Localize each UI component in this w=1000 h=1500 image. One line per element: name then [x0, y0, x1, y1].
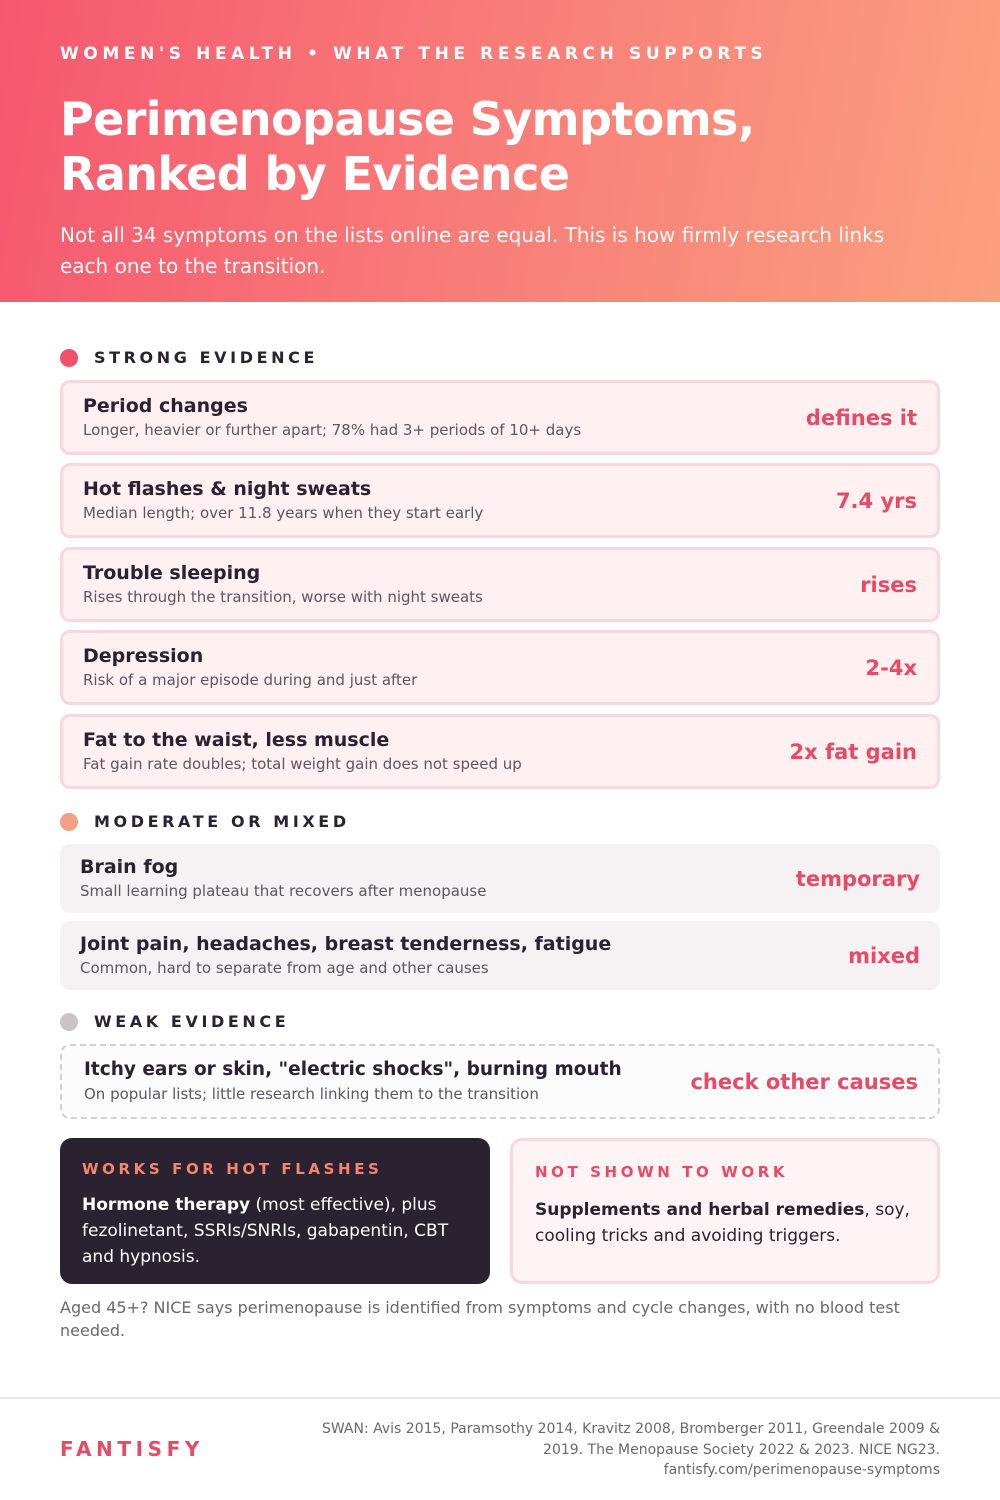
strong-item-depression: [60, 630, 940, 705]
strong-dot-icon: [60, 349, 78, 367]
title-line-1: Perimenopause Symptoms,: [60, 92, 755, 146]
item-title: Itchy ears or skin, "electric shocks", burning mouth: [84, 1059, 622, 1080]
item-desc: Risk of a major episode during and just after: [83, 671, 418, 689]
strong-item-hot-flashes: [60, 463, 940, 538]
item-desc: Small learning plateau that recovers after menopause: [80, 882, 487, 900]
section-strong-header: [60, 348, 318, 367]
strong-item-trouble-sleeping: [60, 547, 940, 622]
item-desc: On popular lists; little research linking them to the transition: [84, 1085, 539, 1103]
sources-line-2: 2019. The Menopause Society 2022 & 2023. NICE NG23.: [543, 1441, 940, 1458]
section-strong-label: STRONG EVIDENCE: [94, 348, 318, 367]
works-box-label: WORKS FOR HOT FLASHES: [82, 1160, 383, 1178]
item-title: Fat to the waist, less muscle: [83, 729, 390, 751]
item-value: 2-4x: [865, 655, 917, 680]
hero-banner: [0, 0, 1000, 302]
item-desc: Rises through the transition, worse with night sweats: [83, 588, 483, 606]
item-title: Period changes: [83, 395, 248, 417]
not-shown-box-rest: , soy, cooling tricks and avoiding triggers.: [535, 1200, 910, 1246]
page-title: [60, 92, 940, 202]
strong-item-fat-to-waist: [60, 714, 940, 789]
not-shown-box-body: [535, 1197, 915, 1249]
item-desc: Fat gain rate doubles; total weight gain does not speed up: [83, 755, 522, 773]
not-shown-to-work-box: [510, 1138, 940, 1284]
weak-item-itchy-ears: [60, 1044, 940, 1119]
item-value: mixed: [848, 943, 920, 968]
item-value: temporary: [795, 866, 920, 891]
item-value: check other causes: [690, 1069, 918, 1094]
works-for-hot-flashes-box: [60, 1138, 490, 1284]
item-title: Joint pain, headaches, breast tenderness, fatigue: [80, 933, 612, 955]
brand-logo: FANTISFY: [60, 1437, 205, 1461]
works-box-rest: (most effective), plus fezolinetant, SSRIs/SNRIs, gabapentin, CBT and hypnosis.: [82, 1195, 449, 1267]
not-shown-box-label: NOT SHOWN TO WORK: [535, 1163, 789, 1181]
moderate-item-joint-pain: [60, 921, 940, 990]
item-desc: Common, hard to separate from age and other causes: [80, 959, 489, 977]
section-weak-header: [60, 1012, 289, 1031]
not-shown-box-bold: Supplements and herbal remedies: [535, 1200, 865, 1220]
item-title: Hot flashes & night sweats: [83, 478, 372, 500]
item-desc: Longer, heavier or further apart; 78% had 3+ periods of 10+ days: [83, 421, 582, 439]
sources-url[interactable]: fantisfy.com/perimenopause-symptoms: [663, 1462, 940, 1478]
footnote: Aged 45+? NICE says perimenopause is identified from symptoms and cycle changes, with no blood test needed.: [60, 1298, 900, 1340]
section-moderate-header: [60, 812, 350, 831]
moderate-dot-icon: [60, 813, 78, 831]
item-title: Brain fog: [80, 856, 179, 878]
eyebrow: WOMEN'S HEALTH • WHAT THE RESEARCH SUPPORTS: [60, 44, 768, 64]
sources-line-1: SWAN: Avis 2015, Paramsothy 2014, Kravitz 2008, Bromberger 2011, Greendale 2009 &: [321, 1421, 940, 1437]
item-title: Depression: [83, 645, 204, 667]
item-value: defines it: [805, 405, 917, 430]
sources: [300, 1419, 940, 1481]
item-title: Trouble sleeping: [83, 562, 261, 584]
works-box-bold: Hormone therapy: [82, 1195, 251, 1215]
item-value: 7.4 yrs: [835, 488, 917, 513]
item-desc: Median length; over 11.8 years when they start early: [83, 504, 484, 522]
item-value: rises: [860, 572, 917, 597]
strong-item-period-changes: [60, 380, 940, 455]
section-moderate-label: MODERATE OR MIXED: [94, 812, 350, 831]
title-line-2: Ranked by Evidence: [60, 147, 570, 201]
section-weak-label: WEAK EVIDENCE: [94, 1012, 290, 1031]
moderate-item-brain-fog: [60, 844, 940, 913]
weak-dot-icon: [60, 1013, 78, 1031]
footer-divider: [0, 1397, 1000, 1399]
item-value: 2x fat gain: [789, 739, 917, 764]
page-subtitle: Not all 34 symptoms on the lists online are equal. This is how firmly research links each one to the transition.: [60, 223, 885, 278]
works-box-body: [82, 1192, 468, 1270]
